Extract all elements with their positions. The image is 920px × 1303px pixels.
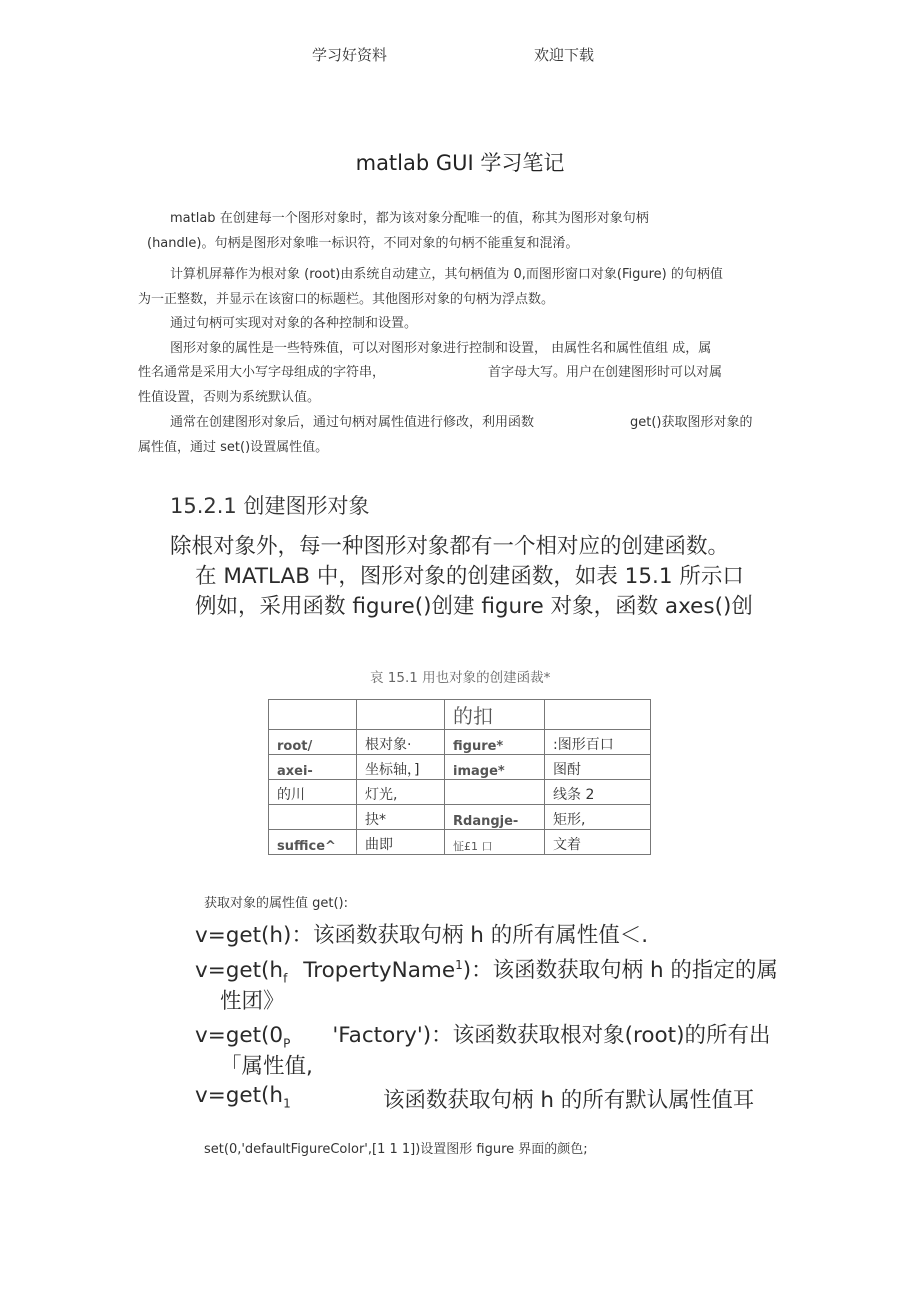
- table-cell: 坐标轴，]: [357, 755, 445, 780]
- code-fragment: v=get(h: [195, 958, 284, 983]
- code-line: 「属性值,: [220, 1054, 313, 1079]
- table-cell: image*: [445, 755, 545, 780]
- table-cell: [269, 700, 357, 730]
- code-line: v=get(h)：该函数获取句柄 h 的所有属性值＜.: [195, 923, 649, 948]
- table-row: [269, 805, 651, 830]
- code-line: [195, 1083, 291, 1110]
- paragraph-line: 为一正整数，并显示在该窗口的标题栏。其他图形对象的句柄为浮点数。: [138, 292, 555, 307]
- paragraph-line: 计算机屏幕作为根对象 (root)由系统自动建立，其句柄值为 0,而图形窗口对象(Figure) 的句柄值: [170, 267, 723, 282]
- table-cell: 曲即: [357, 830, 445, 855]
- table-row: [269, 755, 651, 780]
- body-line: 在 MATLAB 中，图形对象的创建函数，如表 15.1 所示口: [195, 564, 744, 589]
- code-subscript: 1: [283, 1096, 291, 1111]
- table-cell: [357, 700, 445, 730]
- table-cell: :图形百口: [545, 730, 651, 755]
- paragraph-line: matlab 在创建每一个图形对象时，都为该对象分配唯一的值，称其为图形对象句柄: [170, 211, 649, 226]
- code-fragment: v=get(0: [195, 1023, 284, 1048]
- table-cell: 抉*: [357, 805, 445, 830]
- table-cell: suffice^: [269, 830, 357, 855]
- code-fragment: v=get(h: [195, 1083, 284, 1108]
- table-cell: [545, 700, 651, 730]
- code-line: 该函数获取句柄 h 的所有默认属性值耳: [383, 1088, 755, 1113]
- table-cell: 文着: [545, 830, 651, 855]
- table-cell: 根对象·: [357, 730, 445, 755]
- table-row: [269, 730, 651, 755]
- table-cell: 线条 2: [545, 780, 651, 805]
- code-line: [195, 1018, 771, 1050]
- paragraph-line: 通过句柄可实现对对象的各种控制和设置。: [170, 316, 418, 331]
- code-line: 性团》: [220, 989, 285, 1014]
- table-cell: 灯光,: [357, 780, 445, 805]
- code-fragment: )：该函数获取句柄 h 的指定的属: [462, 958, 778, 983]
- table-header-row: [269, 700, 651, 730]
- paragraph-line: 属性值，通过 set()设置属性值。: [138, 440, 329, 455]
- code-fragment: 'Factory')：该函数获取根对象(root)的所有出: [332, 1023, 771, 1048]
- code-subscript: P: [283, 1036, 291, 1051]
- paragraph-line: 通常在创建图形对象后，通过句柄对属性值进行修改，利用函数: [170, 415, 535, 430]
- code-fragment: TropertyName: [303, 958, 456, 983]
- get-label: 获取对象的属性值 get():: [204, 896, 349, 911]
- table-cell: 的川: [269, 780, 357, 805]
- set-example-line: set(0,'defaultFigureColor',[1 1 1])设置图形 figure 界面的颜色;: [204, 1142, 588, 1157]
- paragraph-line: get()获取图形对象的: [630, 415, 753, 430]
- table-cell: [445, 780, 545, 805]
- table-cell: 的扣: [445, 700, 545, 730]
- table-cell: figure*: [445, 730, 545, 755]
- header-left: 学习好资料: [312, 46, 388, 64]
- table-cell: 图酎: [545, 755, 651, 780]
- table-cell: root/: [269, 730, 357, 755]
- table-row: [269, 830, 651, 855]
- table-caption: 哀 15.1 用也对象的创建函裁*: [370, 670, 551, 686]
- paragraph-line: 性值设置，否则为系统默认值。: [138, 390, 321, 405]
- code-superscript: 1: [455, 957, 463, 972]
- section-heading: 15.2.1 创建图形对象: [170, 494, 370, 518]
- object-function-table: [268, 699, 651, 855]
- body-line: 例如，采用函数 figure()创建 figure 对象，函数 axes()创: [195, 594, 753, 619]
- paragraph-line: 图形对象的属性是一些特殊值，可以对图形对象进行控制和设置， 由属性名和属性值组 成，属: [170, 341, 712, 356]
- code-subscript: f: [283, 971, 288, 986]
- header-right: 欢迎下载: [534, 46, 595, 64]
- table-cell: [269, 805, 357, 830]
- paragraph-line: 首字母大写。用户在创建图形时可以对属: [488, 365, 723, 380]
- code-line: [195, 953, 778, 985]
- body-line: 除根对象外，每一种图形对象都有一个相对应的创建函数。: [170, 534, 730, 559]
- table-row: [269, 780, 651, 805]
- table-cell: Rdangje-: [445, 805, 545, 830]
- page-title: matlab GUI 学习笔记: [355, 151, 565, 175]
- table-cell: 矩形,: [545, 805, 651, 830]
- paragraph-line: (handle)。句柄是图形对象唯一标识符，不同对象的句柄不能重复和混淆。: [147, 236, 579, 251]
- paragraph-line: 性名通常是采用大小写字母组成的字符串，: [138, 365, 386, 380]
- table-cell: axei-: [269, 755, 357, 780]
- table-cell: 怔£1 口: [445, 830, 545, 855]
